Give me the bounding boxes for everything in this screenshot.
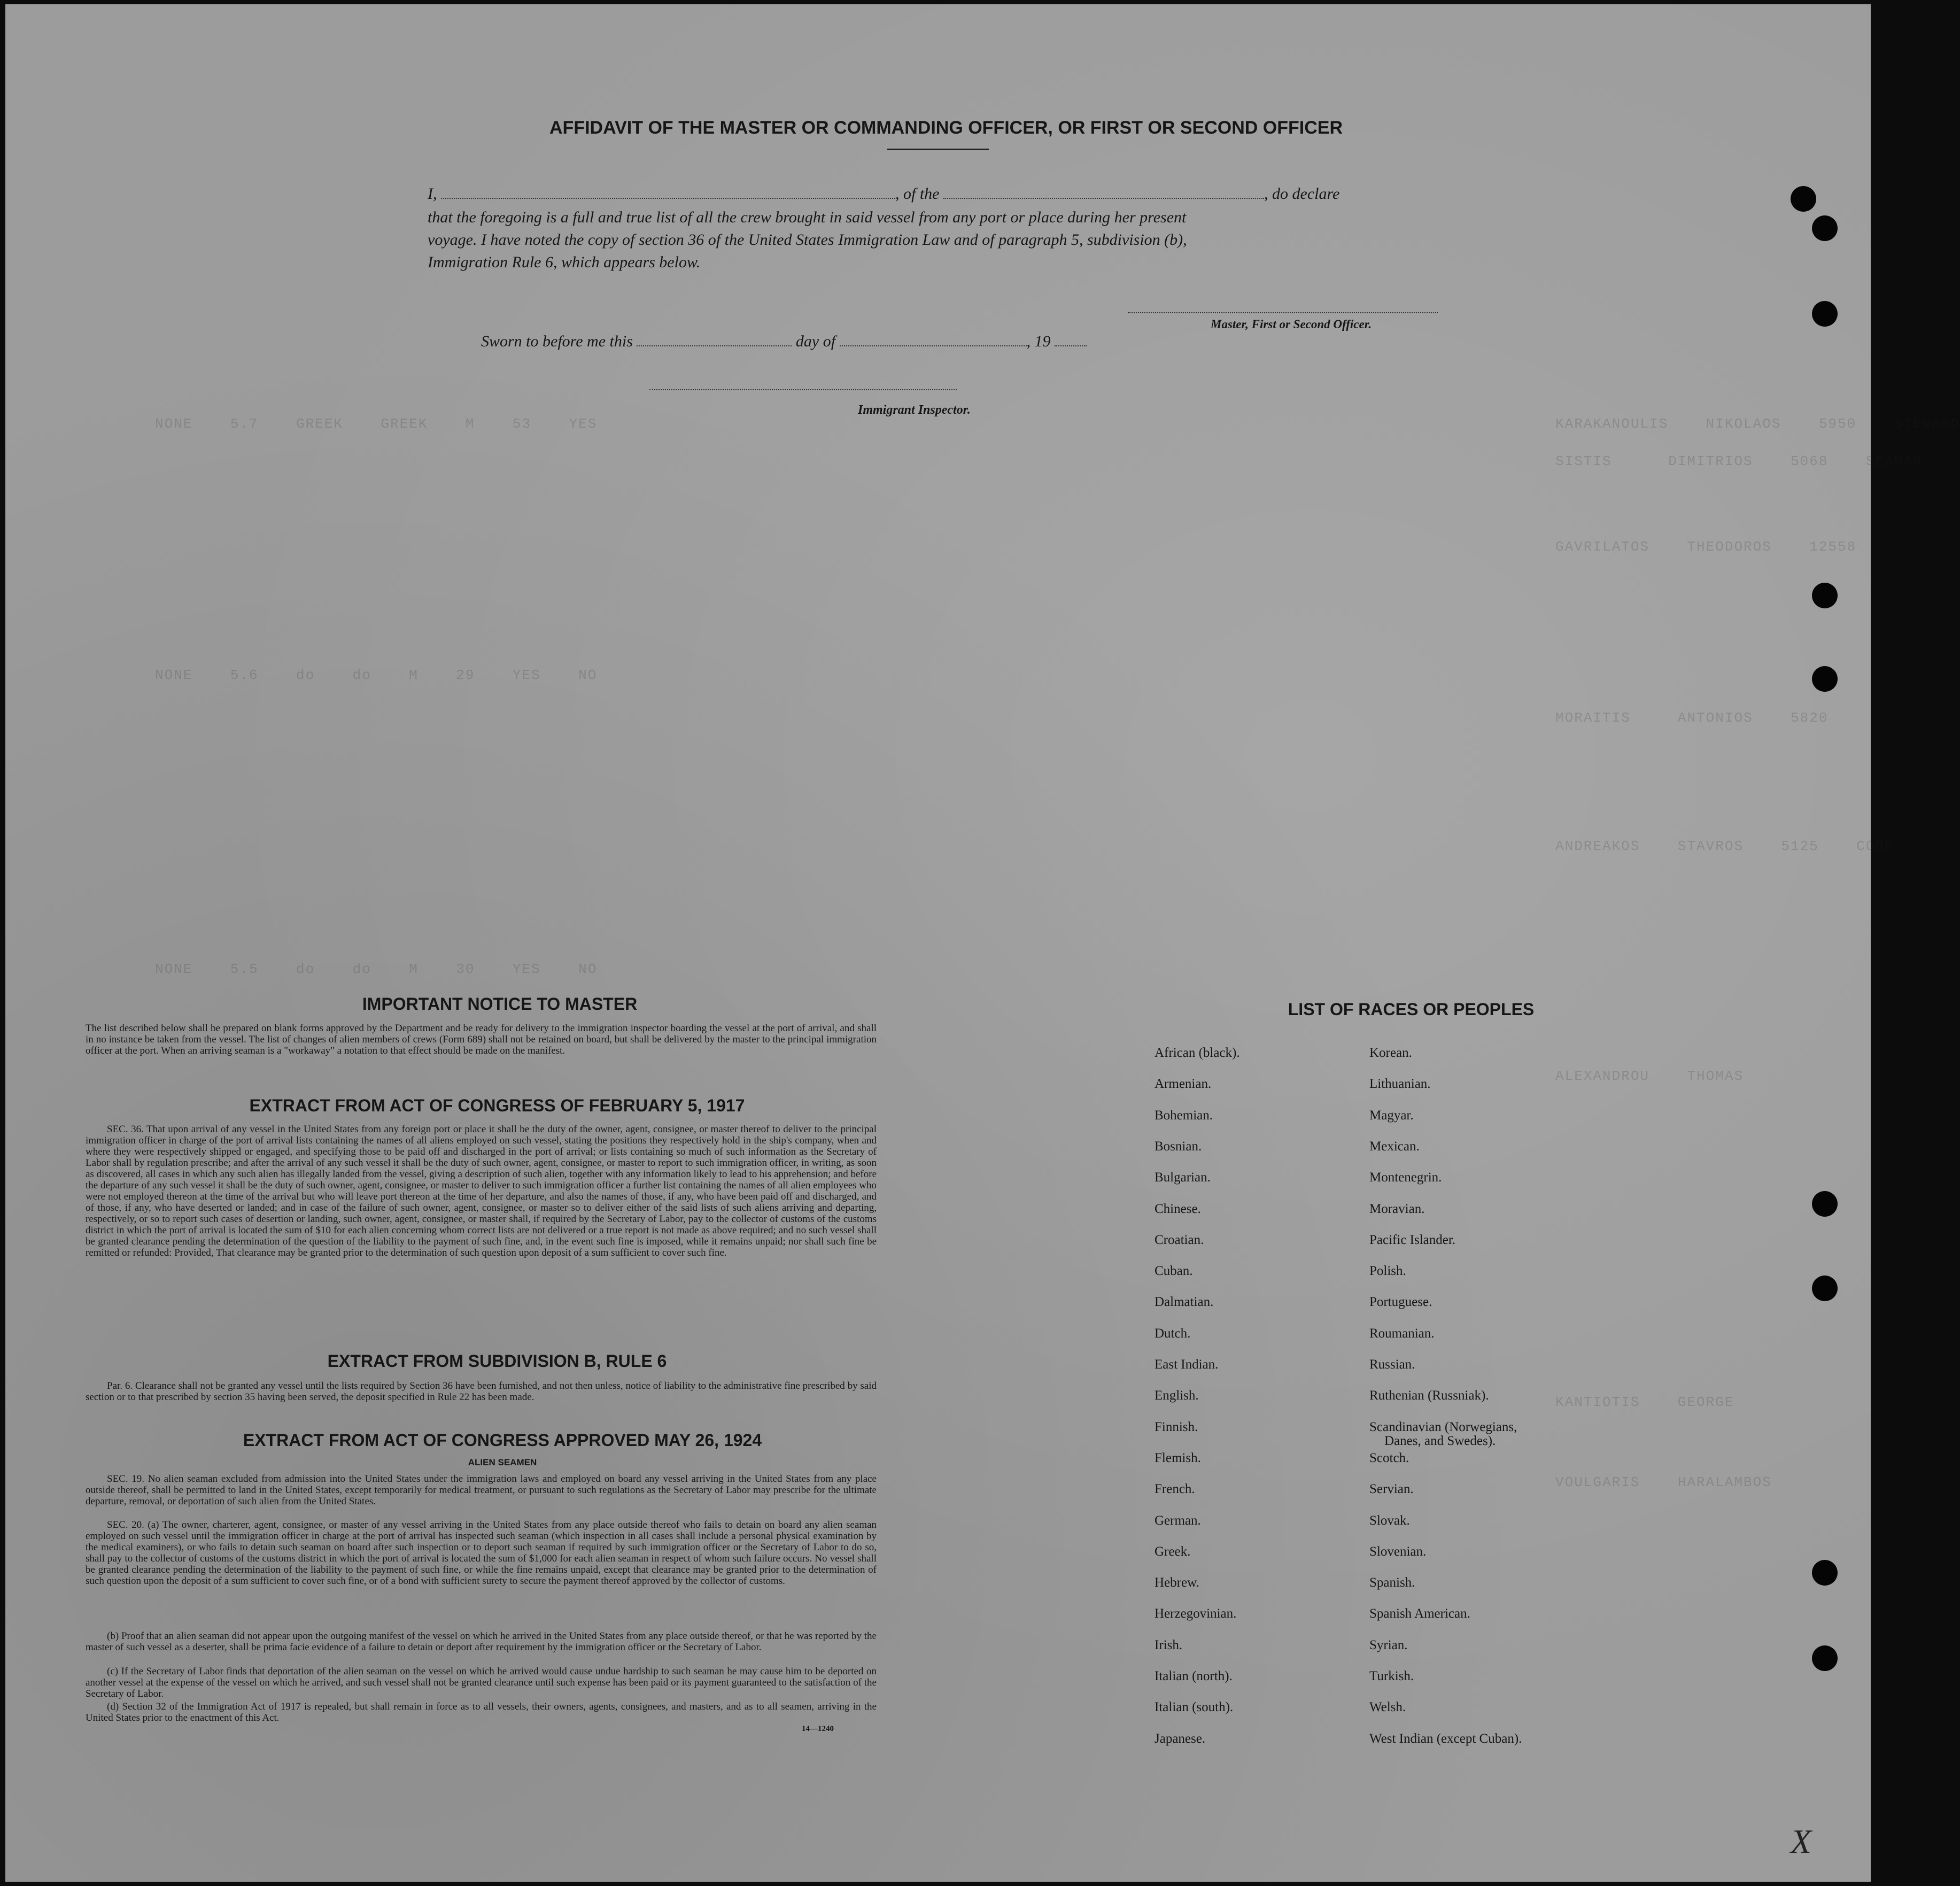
corner-mark: X [1791,1822,1812,1860]
bleed-through-text: KARAKANOULIS NIKOLAOS 5950 STEWARD [1555,416,1960,432]
race-item: Magyar. [1369,1108,1414,1123]
extract-1917-text: SEC. 36. That upon arrival of any vessel in the United States from any foreign port or place it shall be the duty of the owner, agent, consignee, or master thereof to deliver to the principal immigration officer in charge of the port of arrival lists containing the names of all aliens employed on such vessel, stating the positions they respectively hold in the ship's company, when and where they were respectively shipped or engaged, and specifying those to be paid off and discharged in the port of arrival; or lists containing so much of such information as the Secretary of Labor shall by regulation prescribe; and after the arrival of any such vessel it shall be the duty of such owner, agent, consignee, or master to report to such immigration officer, in writing, as soon as discovered, all cases in which any such alien has illegally landed from the vessel, giving a description of such alien, together with any information likely to lead to his apprehension; and before the departure of any such vessel it shall be the duty of such owner, agent, consignee, or master to deliver to such immigration officer a further list containing the names of all alien employees who were not employed thereon at the time of the arrival but who will leave port thereon at the time of her departure, and also the names of those, if any, who have been paid off and discharged, and of those, if any, who have deserted or landed; and in case of the failure of such owner, agent, consignee, or master so to deliver either of the said lists of such aliens arriving and departing, respectively, or so to report such cases of desertion or landing, such owner, agent, consignee, or master shall, if required by the Secretary of Labor, pay to the collector of customs of the customs district in which the port of arrival is located the sum of $10 for each alien concerning whom correct lists are not delivered or a true report is not made as above required; and no such vessel shall be granted clearance pending the determination of the question of the liability to the payment of such fine, and, in the event such fine is imposed, while it remains unpaid; nor shall such fine be remitted or refunded: Provided, That clearance may be granted prior to the determination of such question upon deposit of a sum sufficient to cover such fine. [86,1124,877,1258]
vessel-blank [943,186,1264,199]
day-of-label: day of [795,333,836,350]
bleed-through-text: VOULGARIS HARALAMBOS [1555,1474,1772,1490]
race-item: Herzegovinian. [1155,1606,1237,1621]
affidavit-title: AFFIDAVIT OF THE MASTER OR COMMANDING OFFICER, OR FIRST OR SECOND OFFICER [549,118,1343,138]
race-item: Hebrew. [1155,1575,1199,1590]
race-item: West Indian (except Cuban). [1369,1731,1522,1746]
extract-1924-subtitle: ALIEN SEAMEN [468,1457,537,1467]
form-number: 14—1240 [802,1725,834,1733]
race-item: Mexican. [1369,1139,1420,1154]
inspector-label: Immigrant Inspector. [858,403,971,417]
extract-1924-title: EXTRACT FROM ACT OF CONGRESS APPROVED MAY 26, 1924 [243,1431,762,1450]
extract-rule6-text: Par. 6. Clearance shall not be granted any vessel until the lists required by Section 36 have been furnished, and not then unless, notice of liability to the administrative fine prescribed by said section or to that prescribed by section 35 having been served, the deposit specified in Rule 22 has been made. [86,1380,877,1403]
bleed-through-text: GAVRILATOS THEODOROS 12558 [1555,539,1857,555]
race-item: Bohemian. [1155,1108,1213,1123]
race-item: Greek. [1155,1544,1191,1559]
races-title: LIST OF RACES OR PEOPLES [1288,1000,1535,1019]
notice-text: The list described below shall be prepared on blank forms approved by the Department and be ready for delivery to the immigration inspector boarding the vessel at the port of arrival, and shall in no instance be taken from the vessel. The list of changes of alien members of crews (Form 689) shall not be retained on board, but shall be delivered by the master to the principal immigration officer at the port. When an arriving seaman is a "workaway" a notation to that effect should be made on the manifest. [86,1023,877,1056]
race-item: Japanese. [1155,1731,1206,1746]
race-item: Dalmatian. [1155,1295,1214,1310]
punch-hole [1812,1191,1838,1217]
bleed-through-text: NONE 5.6 do do M 29 YES NO [155,667,598,683]
race-item: Scotch. [1369,1450,1409,1465]
declaration-i-label: I, [428,185,437,203]
race-item: Scandinavian (Norwegians, [1369,1419,1517,1434]
race-item: Portuguese. [1369,1295,1432,1310]
bleed-through-text: ANDREAKOS STAVROS 5125 COOK [1555,838,1894,854]
document-page [5,4,1960,1882]
declaration-do-declare-label: , do declare [1264,185,1340,203]
bleed-through-text: SISTIS DIMITRIOS 5068 SEAMAN [1555,453,1923,469]
race-item: Spanish American. [1369,1606,1470,1621]
declaration-line-1 [428,185,1459,203]
title-underline [887,149,989,150]
race-item: English. [1155,1388,1199,1403]
bleed-through-text: NONE 5.7 GREEK GREEK M 53 YES [155,416,598,432]
race-item: Turkish. [1369,1669,1414,1683]
extract-1917-title: EXTRACT FROM ACT OF CONGRESS OF FEBRUARY 5, 1917 [249,1096,745,1115]
race-item: Korean. [1369,1046,1412,1060]
punch-hole [1812,301,1838,327]
punch-hole [1812,1645,1838,1671]
inspector-signature-line [649,389,957,390]
declaration-line-2: that the foregoing is a full and true list of all the crew brought in said vessel from any port or place during her present [428,208,1187,226]
race-item: Moravian. [1369,1201,1425,1216]
extract-1924-sec20d: (d) Section 32 of the Immigration Act of 1917 is repealed, but shall remain in force as to all vessels, their owners, agents, consignees, and masters, and as to all seamen, arriving in the United States prior to the enactment of this Act. [86,1701,877,1723]
race-item: Slovak. [1369,1513,1410,1528]
race-item: Ruthenian (Russniak). [1369,1388,1489,1403]
name-blank [441,186,895,199]
race-item: East Indian. [1155,1357,1219,1372]
bleed-through-text: MORAITIS ANTONIOS 5820 [1555,710,1829,726]
race-item: Polish. [1369,1264,1406,1279]
race-item: Finnish. [1155,1419,1198,1434]
race-item: Lithuanian. [1369,1077,1431,1092]
extract-1924-sec19: SEC. 19. No alien seaman excluded from admission into the United States under the immigration laws and employed on board any vessel arriving in the United States from any place outside thereof, shall be permitted to land in the United States, except temporarily for medical treatment, or pursuant to such regulations as the Secretary of Labor may prescribe for the ultimate departure, removal, or deportation of such alien from the United States. [86,1473,877,1507]
race-item: Flemish. [1155,1450,1201,1465]
race-item: Spanish. [1369,1575,1415,1590]
race-item: Slovenian. [1369,1544,1427,1559]
race-item-continuation: Danes, and Swedes). [1384,1433,1496,1448]
notice-title: IMPORTANT NOTICE TO MASTER [362,994,638,1014]
bleed-through-text: ALEXANDROU THOMAS [1555,1068,1744,1084]
sworn-day-blank [637,334,792,346]
sworn-line [481,333,1176,351]
master-signature-line [1128,312,1438,313]
race-item: Chinese. [1155,1201,1201,1216]
race-item: French. [1155,1482,1195,1497]
race-item: Montenegrin. [1369,1170,1442,1185]
punch-hole [1812,1276,1838,1301]
sworn-label: Sworn to before me this [481,333,633,350]
master-signature-label: Master, First or Second Officer. [1211,318,1372,331]
race-item: Welsh. [1369,1700,1406,1715]
race-item: Bosnian. [1155,1139,1202,1154]
extract-1924-sec20b: (b) Proof that an alien seaman did not appear upon the outgoing manifest of the vessel on which he arrived in the United States from any place outside thereof, or that he was reported by the master of such vessel as a deserter, shall be prima facie evidence of a failure to detain or deport after requirement by the immigration officer or the Secretary of Labor. [86,1630,877,1653]
race-item: German. [1155,1513,1201,1528]
extract-rule6-title: EXTRACT FROM SUBDIVISION B, RULE 6 [327,1351,667,1371]
race-item: Italian (north). [1155,1669,1233,1683]
declaration-line-4: Immigration Rule 6, which appears below. [428,253,701,271]
race-item: Italian (south). [1155,1700,1234,1715]
race-item: Armenian. [1155,1077,1212,1092]
punch-hole [1812,1560,1838,1586]
race-item: Syrian. [1369,1637,1408,1652]
punch-hole [1812,215,1838,241]
punch-hole [1791,186,1816,212]
race-item: Pacific Islander. [1369,1232,1456,1247]
race-item: Dutch. [1155,1326,1191,1341]
declaration-of-the-label: , of the [895,185,940,203]
punch-hole [1812,583,1838,608]
bleed-through-text: NONE 5.5 do do M 30 YES NO [155,961,598,977]
race-item: Irish. [1155,1637,1183,1652]
bleed-through-text: KANTIOTIS GEORGE [1555,1394,1734,1410]
race-item: Cuban. [1155,1264,1193,1279]
extract-1924-sec20a: SEC. 20. (a) The owner, charterer, agent, consignee, or master of any vessel arriving in the United States from any place outside thereof who fails to detain on board any alien seaman employed on such vessel until the immigration officer in charge at the port of arrival has inspected such seaman (which inspection in all cases shall include a personal physical examination by the medical examiners), or who fails to detain such seaman on board after such inspection or to deport such seaman if required by such immigration officer or the Secretary of Labor to do so, shall pay to the collector of customs of the customs district in which the port of arrival is located the sum of $1,000 for each alien seaman in respect of whom such failure occurs. No vessel shall be granted clearance pending the determination of the liability to the payment of such fine, or while the fine remains unpaid, except that clearance may be granted prior to the determination of such question upon the deposit of a sum sufficient to cover such fine, or of a bond with sufficient surety to secure the payment thereof approved by the collector of customs. [86,1519,877,1587]
punch-hole [1812,666,1838,692]
race-item: Servian. [1369,1482,1414,1497]
race-item: Russian. [1369,1357,1415,1372]
sworn-year-blank [1055,334,1087,346]
declaration-line-3: voyage. I have noted the copy of section 36 of the United States Immigration Law and of paragraph 5, subdivision (b), [428,231,1187,249]
extract-1924-sec20c: (c) If the Secretary of Labor finds that deportation of the alien seaman on the vessel on which he arrived would cause undue hardship to such seaman he may cause him to be deported on another vessel at the expense of the vessel on which he arrived, and such vessel shall not be granted clearance until such expense has been paid or its payment guaranteed to the satisfaction of the Secretary of Labor. [86,1666,877,1699]
race-item: Bulgarian. [1155,1170,1211,1185]
race-item: African (black). [1155,1046,1240,1060]
year-label: , 19 [1026,333,1051,350]
sworn-month-blank [840,334,1027,346]
race-item: Croatian. [1155,1232,1204,1247]
race-item: Roumanian. [1369,1326,1435,1341]
